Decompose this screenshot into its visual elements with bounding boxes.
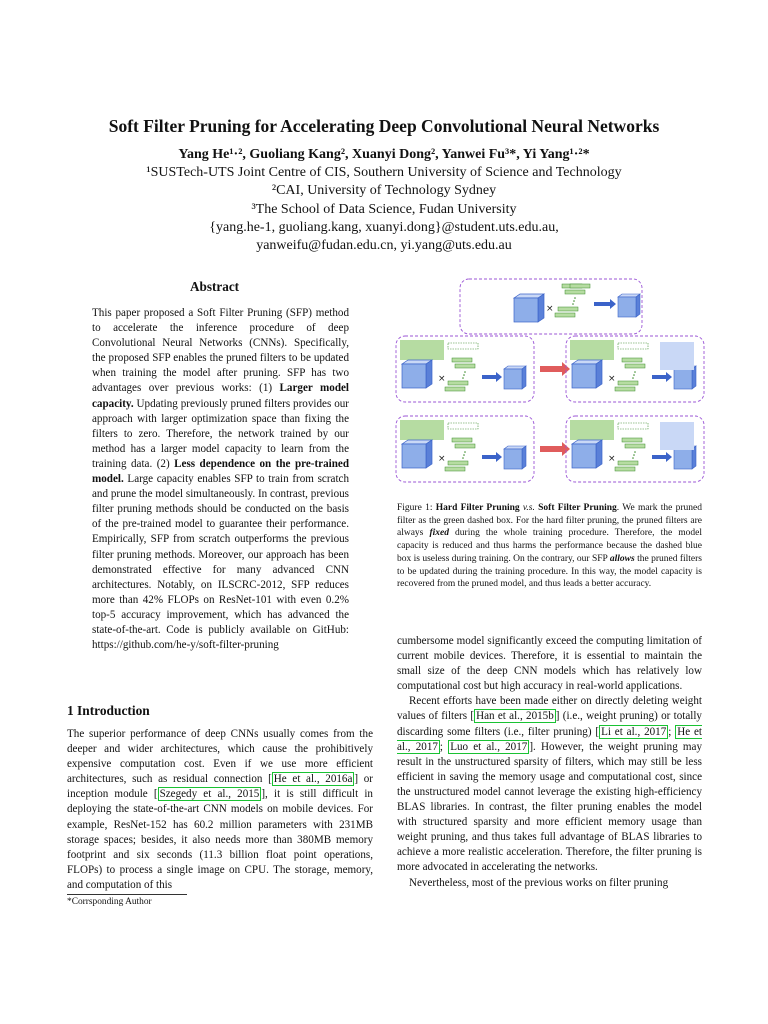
abstract-body xyxy=(92,306,349,653)
citation-link[interactable]: Li et al., 2017 xyxy=(601,725,667,738)
footnote-rule xyxy=(67,894,187,895)
footnote: *Corrsponding Author xyxy=(67,897,152,907)
caption-text: . We mark the pruned filter as the green dashed box. For the hard filter pruning, the pruned filters are always xyxy=(397,503,702,539)
affiliation-1: ¹SUSTech-UTS Joint Centre of CIS, Southern University of Science and Technology xyxy=(146,165,622,180)
intro-paragraph-3: Nevertheless, most of the previous works on filter pruning xyxy=(409,876,669,889)
caption-emphasis: allows xyxy=(609,553,635,564)
intro-text: ] or inception module [ xyxy=(67,773,373,801)
affiliation-3: ³The School of Data Science, Fudan University xyxy=(251,202,517,217)
abstract-heading: Abstract xyxy=(190,279,240,294)
abstract-text-a: This paper proposed a Soft Filter Pruning (SFP) method to accelerate the inference procedure of deep Convolutional Neural Networks (CNNs). Specifically, the proposed SFP enables the pruned filters to be updated when training the model after pruning. SFP has two advantages over previous works: (1) xyxy=(92,307,349,395)
intro-text: ], it is still difficult in deploying the state-of-the-art CNN models on mobile devices. For example, ResNet-152 has 60.2 million parameters with 231MB storage spaces; besides, it also needs more than 380MB memory footprint and six seconds (11.3 billion float point operations, FLOPs) to process a single image on CPU. The storage, memory, and computation of this xyxy=(67,788,373,891)
figure-1-caption xyxy=(397,502,702,591)
caption-text: the pruned filters to be updated during the training procedure. In this way, the model capacity is recovered from the pruned model, and thus leads a better accuracy. xyxy=(397,553,702,590)
caption-text: during the whole training procedure. Therefore, the model capacity is reduced and thus harms the performance because the dashed blue box is useless during training. On the contrary, our SFP xyxy=(397,528,702,564)
abstract-bold-2: Less dependence on the pre-trained model. xyxy=(92,457,349,486)
citation-link[interactable]: He et al., 2016a xyxy=(273,773,353,786)
citation-link[interactable]: Szegedy et al., 2015 xyxy=(159,788,260,801)
citation-link[interactable]: Han et al., 2015b xyxy=(476,710,554,723)
caption-prefix: Figure 1: xyxy=(397,503,436,513)
intro-paragraph-2 xyxy=(397,694,702,875)
figure-1-diagram: × × xyxy=(394,278,706,500)
abstract-text-c: Large capacity enables SFP to train from scratch and prune the model simultaneously. In contrast, previous filter pruning methods should be conducted on the basis of the pre-trained model to guarantee their performance. Empirically, SFP from scratch outperforms the previous filter pruning methods. Moreover, our approach has been demonstrated effective for many advanced CNN architectures. Notably, on ILSCRC-2012, SFP reduces more than 42% FLOPs on ResNet-101 with even 0.2% top-5 accuracy improvement, which has advanced the state-of-the-art. Code is publicly available on GitHub: https://github.com/he-y/soft-filter-pruning xyxy=(92,473,349,652)
intro-text: ; xyxy=(668,725,676,738)
intro-text: ]. However, the weight pruning may result in the unstructured sparsity of filters, which may still be less efficient in saving the memory usage and computational cost, since the unstructured model cannot leverage the existing high-efficiency BLAS libraries. In contrast, the filter pruning enables the model with structured sparsity and more efficient memory usage than weight pruning, and thus takes full advantage of BLAS libraries to achieve a more realistic acceleration. Therefore, the filter pruning is more advocated in accelerating the networks. xyxy=(397,740,703,874)
author-list: Yang He¹·², Guoliang Kang², Xuanyi Dong², Yanwei Fu³*, Yi Yang¹·²* xyxy=(178,147,590,162)
intro-paragraph-1-cont: cumbersome model significantly exceed the computing limitation of current mobile devices. Therefore, it is essential to maintain the small size of the deep CNN models which has relatively low computational cost but high accuracy in real-world applications. xyxy=(397,635,702,693)
email-line-1: {yang.he-1, guoliang.kang, xuanyi.dong}@student.uts.edu.au, xyxy=(209,220,559,235)
intro-text: ] (i.e., weight pruning) or totally discarding some filters (i.e., filter pruning) [ xyxy=(397,710,702,738)
citation-link[interactable]: He et al., 2017 xyxy=(397,725,702,753)
caption-bold: Soft Filter Pruning xyxy=(538,503,617,513)
intro-text: Recent efforts have been made either on directly deleting weight values of filters [ xyxy=(397,695,702,723)
caption-bold: Hard Filter Pruning xyxy=(435,503,520,513)
section-heading-introduction: 1 Introduction xyxy=(67,703,150,718)
email-line-2: yanweifu@fudan.edu.cn, yi.yang@uts.edu.au xyxy=(256,238,512,253)
intro-text: The superior performance of deep CNNs usually comes from the deeper and wider architectures, which cause the prohibitively expensive computation cost. Even if we use more efficient architectures, such as residual connection [ xyxy=(67,728,373,786)
intro-paragraph-1 xyxy=(67,727,373,893)
caption-emphasis: fixed xyxy=(429,528,449,539)
svg-text:×: × xyxy=(546,304,554,314)
citation-link[interactable]: Luo et al., 2017 xyxy=(450,740,528,753)
abstract-bold-1: Larger model capacity. xyxy=(92,382,349,410)
affiliation-2: ²CAI, University of Technology Sydney xyxy=(271,183,497,198)
paper-title: Soft Filter Pruning for Accelerating Deep Convolutional Neural Networks xyxy=(108,116,660,136)
intro-text: ; xyxy=(439,740,449,753)
caption-vs: v.s. xyxy=(519,503,539,513)
abstract-text-b: Updating previously pruned filters provides our approach with larger optimization space than fixing the filters to zero. Therefore, the network trained by our method has a larger model capacity to learn from the training data. (2) xyxy=(92,397,349,470)
intro-right-column xyxy=(397,634,702,891)
